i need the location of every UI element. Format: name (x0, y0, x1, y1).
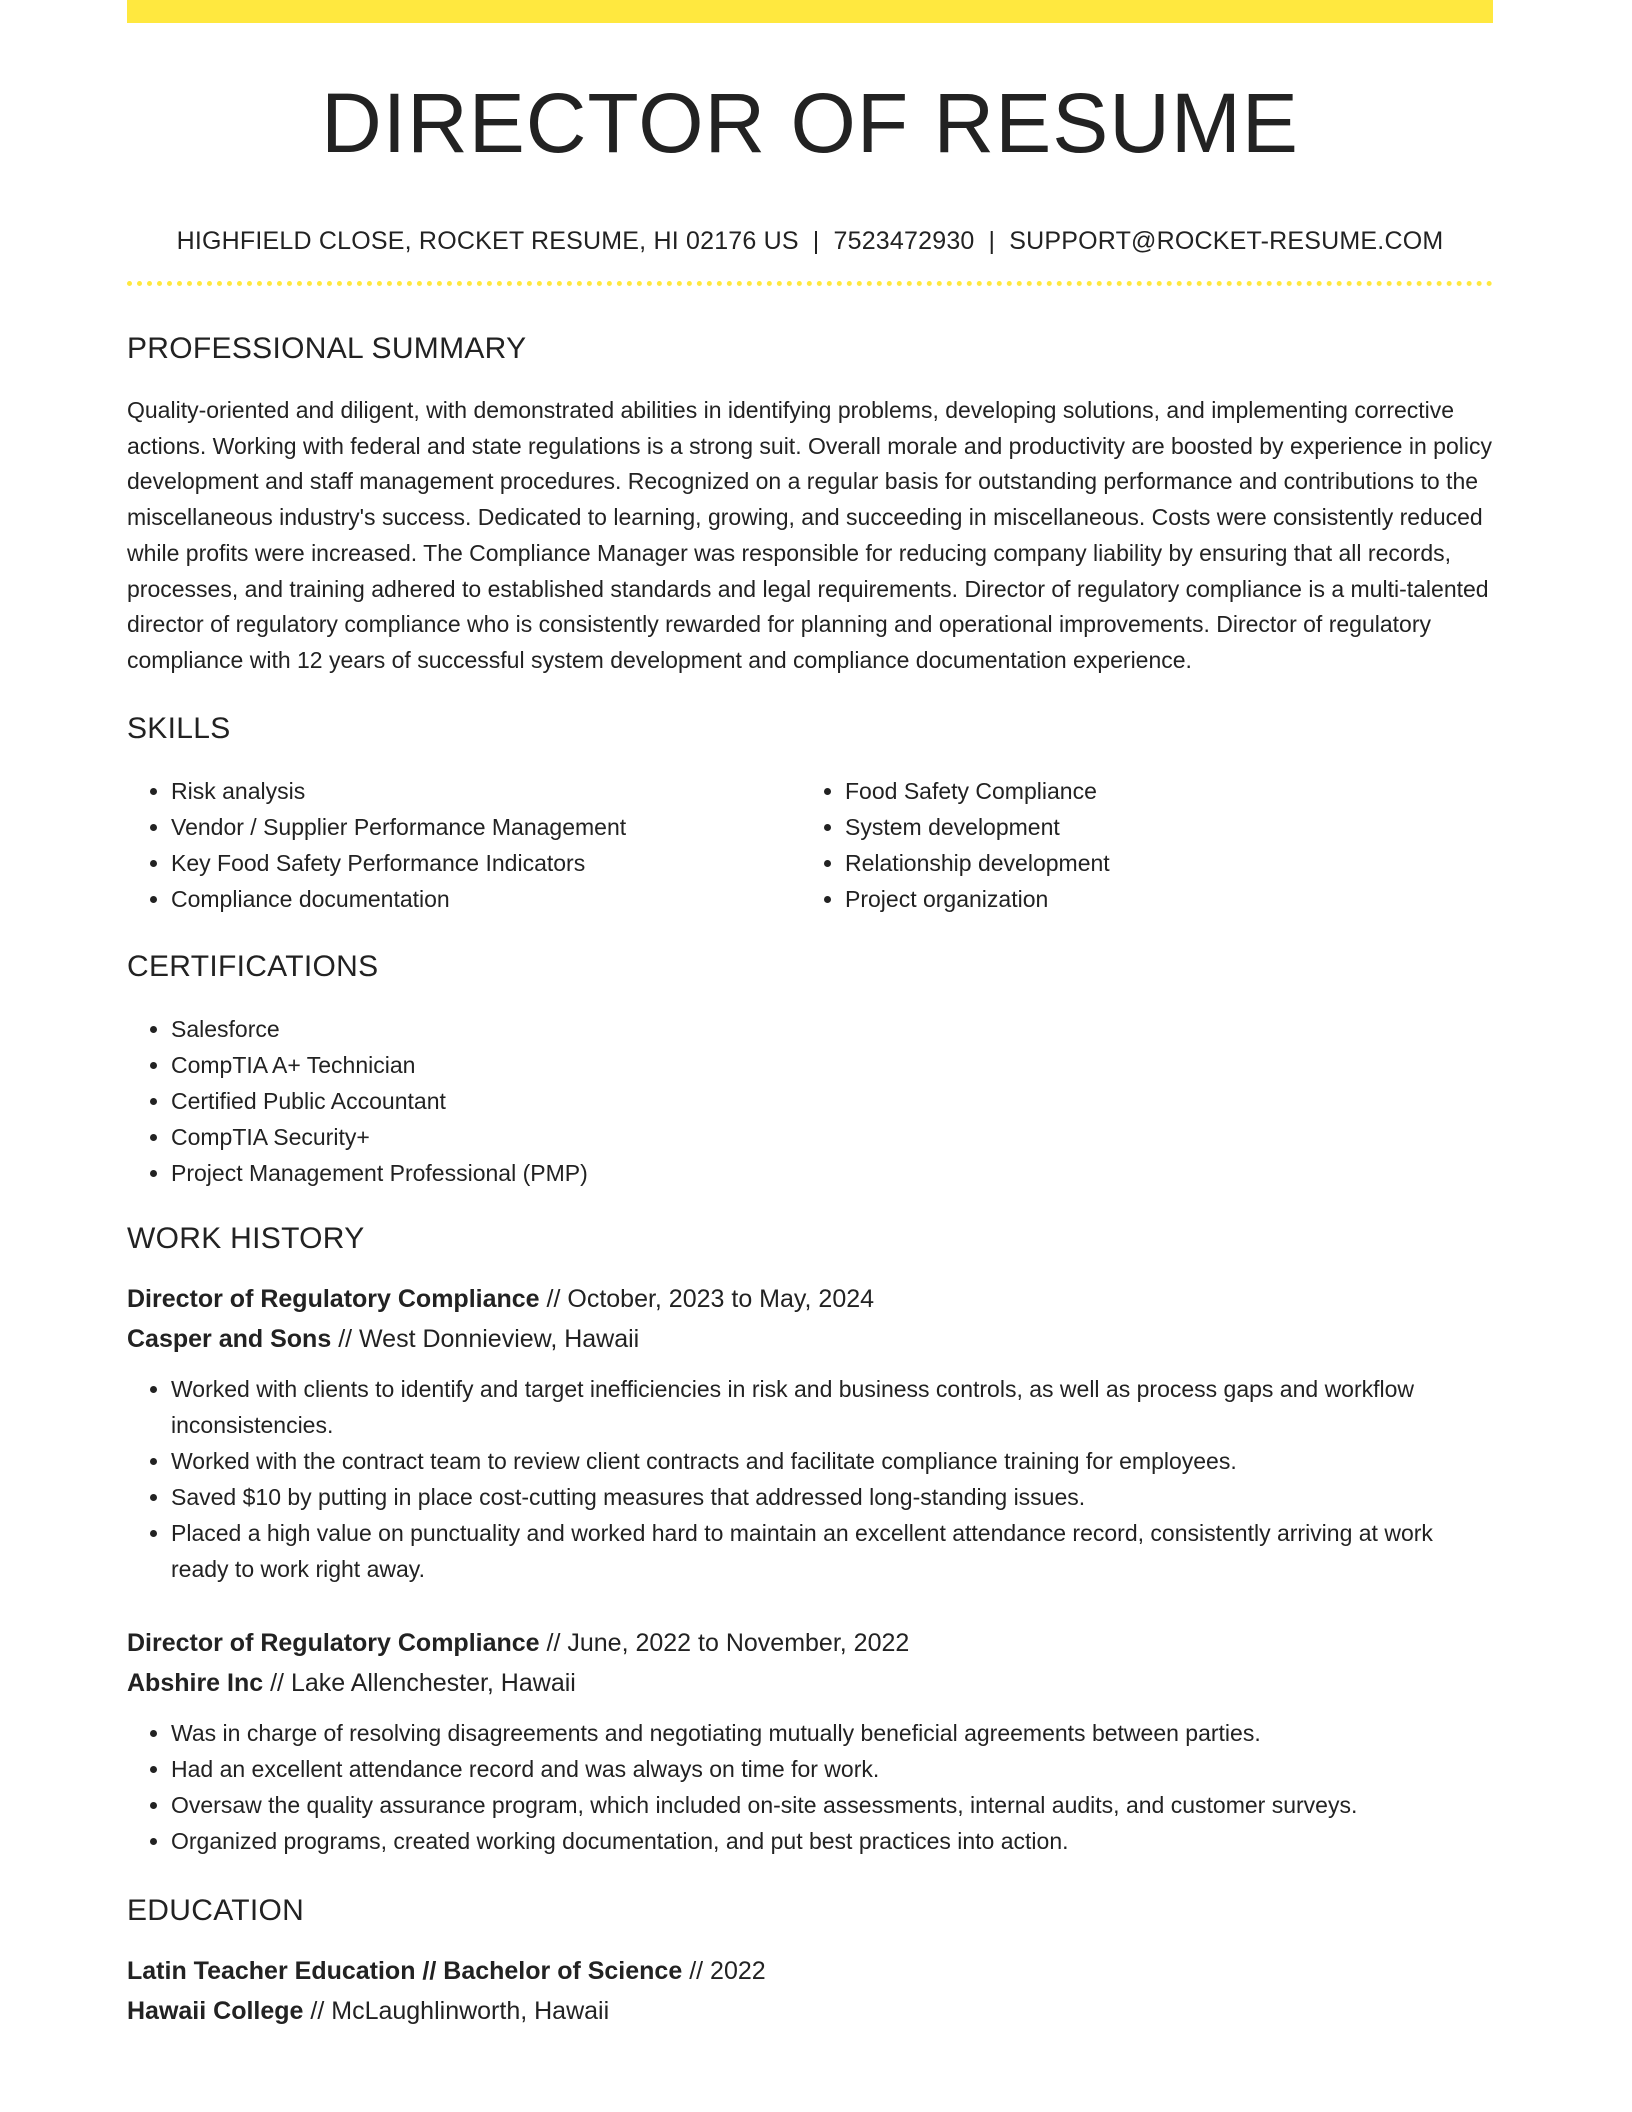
skills-heading: SKILLS (127, 711, 231, 745)
address: HIGHFIELD CLOSE, ROCKET RESUME, HI 02176 US (176, 227, 799, 255)
job-title: Director of Regulatory Compliance (127, 1284, 540, 1313)
job-bullets (127, 1715, 1493, 1859)
company-name: Abshire Inc (127, 1668, 264, 1697)
skill-item: • Compliance documentation (171, 881, 801, 917)
top-accent-bar (127, 0, 1493, 23)
job-bullet: • Worked with the contract team to review client contracts and facilitate compliance training for employees. (171, 1443, 1493, 1479)
job-bullet: • Had an excellent attendance record and was always on time for work. (171, 1751, 1493, 1787)
job-bullet: • Oversaw the quality assurance program, which included on-site assessments, internal audits, and customer surveys. (171, 1787, 1493, 1823)
school-line (127, 1991, 1493, 2031)
skills-grid (127, 773, 1493, 917)
skill-item: • Key Food Safety Performance Indicators (171, 845, 801, 881)
certifications-section (127, 950, 1493, 1191)
skill-item: • Project organization (845, 881, 1475, 917)
degree-line (127, 1951, 1493, 1991)
education-section (127, 1894, 1493, 2031)
email-link[interactable]: SUPPORT@ROCKET-RESUME.COM (1009, 227, 1444, 255)
certification-item: • Certified Public Accountant (171, 1083, 1493, 1119)
graduation-year: // 2022 (689, 1956, 766, 1985)
job-bullet: • Placed a high value on punctuality and worked hard to maintain an excellent attendance record, consistently arriving at work ready to work right away. (171, 1515, 1493, 1587)
certification-item: • CompTIA Security+ (171, 1119, 1493, 1155)
job-title-line (127, 1623, 1493, 1663)
job-entry (127, 1623, 1493, 1859)
skill-item: • Risk analysis (171, 773, 801, 809)
company-location: // Lake Allenchester, Hawaii (270, 1668, 576, 1697)
company-location: // West Donnieview, Hawaii (338, 1324, 640, 1353)
job-dates: // June, 2022 to November, 2022 (546, 1628, 910, 1657)
education-heading: EDUCATION (127, 1893, 305, 1927)
job-title-line (127, 1279, 1493, 1319)
contact-line (127, 227, 1493, 256)
contact-separator: | (812, 227, 820, 255)
summary-text: Quality-oriented and diligent, with demonstrated abilities in identifying problems, developing solutions, and implementing corrective actions. Working with federal and state regulations is a strong suit. Overall morale and productivity are boosted by experience in policy development and staff management procedures. Recognized on a regular basis for outstanding performance and contributions to the miscellaneous industry's success. Dedicated to learning, growing, and succeeding in miscellaneous. Costs were consistently reduced while profits were increased. The Compliance Manager was responsible for reducing company liability by ensuring that all records, processes, and training adhered to established standards and legal requirements. Director of regulatory compliance is a multi-talented director of regulatory compliance who is consistently rewarded for planning and operational improvements. Director of regulatory compliance with 12 years of successful system development and compliance documentation experience. (127, 397, 1492, 673)
resume-page (127, 0, 1493, 2031)
phone: 7523472930 (833, 227, 975, 255)
skills-column-left (127, 773, 801, 917)
dotted-divider (127, 281, 1493, 286)
job-company-line (127, 1663, 1493, 1703)
candidate-name: DIRECTOR OF RESUME (321, 76, 1299, 170)
skills-column-right (801, 773, 1475, 917)
job-bullet: • Was in charge of resolving disagreements and negotiating mutually beneficial agreements between parties. (171, 1715, 1493, 1751)
job-bullet: • Saved $10 by putting in place cost-cutting measures that addressed long-standing issues. (171, 1479, 1493, 1515)
work-history-section (127, 1222, 1493, 1859)
job-bullet: • Worked with clients to identify and target inefficiencies in risk and business controls, as well as process gaps and workflow inconsistencies. (171, 1371, 1493, 1443)
certification-item: • CompTIA A+ Technician (171, 1047, 1493, 1083)
skill-item: • Vendor / Supplier Performance Management (171, 809, 801, 845)
degree: Latin Teacher Education // Bachelor of Science (127, 1956, 683, 1985)
school-name: Hawaii College (127, 1996, 304, 2025)
certifications-heading: CERTIFICATIONS (127, 949, 379, 983)
job-bullet: • Organized programs, created working documentation, and put best practices into action. (171, 1823, 1493, 1859)
job-dates: // October, 2023 to May, 2024 (546, 1284, 875, 1313)
job-bullets (127, 1371, 1493, 1587)
job-title: Director of Regulatory Compliance (127, 1628, 540, 1657)
summary-heading: PROFESSIONAL SUMMARY (127, 332, 527, 365)
skill-item: • Food Safety Compliance (845, 773, 1475, 809)
school-location: // McLaughlinworth, Hawaii (310, 1996, 610, 2025)
certification-item: • Salesforce (171, 1011, 1493, 1047)
skill-item: • Relationship development (845, 845, 1475, 881)
certification-item: • Project Management Professional (PMP) (171, 1155, 1493, 1191)
summary-section (127, 332, 1493, 679)
job-company-line (127, 1319, 1493, 1359)
skill-item: • System development (845, 809, 1475, 845)
work-history-heading: WORK HISTORY (127, 1221, 365, 1255)
job-entry (127, 1279, 1493, 1587)
skills-section (127, 712, 1493, 917)
company-name: Casper and Sons (127, 1324, 332, 1353)
contact-separator: | (988, 227, 996, 255)
